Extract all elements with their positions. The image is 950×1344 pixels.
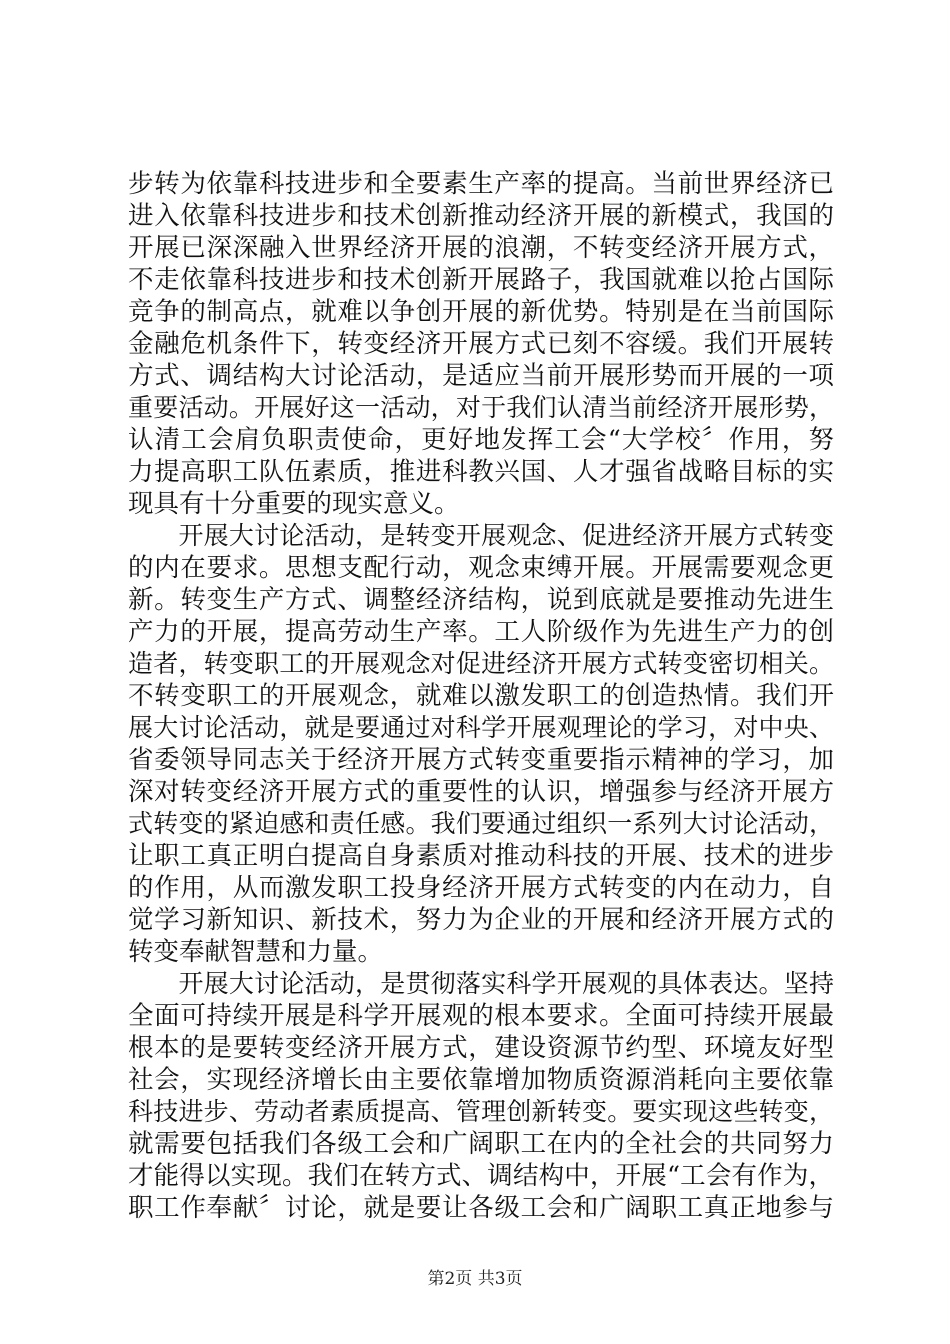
text-line: 展大讨论活动，就是要通过对科学开展观理论的学习，对中央、 [128,713,834,742]
text-line: 开展已深深融入世界经济开展的浪潮，不转变经济开展方式， [128,233,834,263]
text-line: 的作用，从而激发职工投身经济开展方式转变的内在动力，自 [128,873,834,903]
text-line: 的内在要求。思想支配行动，观念束缚开展。开展需要观念更 [128,553,834,583]
text-line: 职工作奉献〞讨论，就是要让各级工会和广阔职工真正地参与 [128,1193,834,1223]
text-line: 科技进步、劳动者素质提高、管理创新转变。要实现这些转变， [128,1097,834,1126]
text-line: 根本的是要转变经济开展方式，建设资源节约型、环境友好型 [128,1033,834,1063]
text-line: 开展大讨论活动，是转变开展观念、促进经济开展方式转变 [128,521,834,550]
text-line: 进入依靠科技进步和技术创新推动经济开展的新模式，我国的 [128,201,834,231]
text-line: 不转变职工的开展观念，就难以激发职工的创造热情。我们开 [128,681,834,711]
document-body [128,168,834,1224]
text-line: 就需要包括我们各级工会和广阔职工在内的全社会的共同努力 [128,1129,834,1159]
text-line: 造者，转变职工的开展观念对促进经济开展方式转变密切相关。 [128,649,834,678]
text-line: 竞争的制高点，就难以争创开展的新优势。特别是在当前国际 [128,297,834,327]
text-line: 全面可持续开展是科学开展观的根本要求。全面可持续开展最 [128,1001,834,1031]
text-line: 深对转变经济开展方式的重要性的认识，增强参与经济开展方 [128,777,834,807]
text-line: 步转为依靠科技进步和全要素生产率的提高。当前世界经济已 [128,169,834,199]
text-line: 社会，实现经济增长由主要依靠增加物质资源消耗向主要依靠 [128,1065,834,1095]
text-line: 金融危机条件下，转变经济开展方式已刻不容缓。我们开展转 [128,329,834,359]
text-line: 式转变的紧迫感和责任感。我们要通过组织一系列大讨论活动， [128,809,834,838]
text-line: 认清工会肩负职责使命，更好地发挥工会“大学校〞作用，努 [128,425,834,455]
text-line: 觉学习新知识、新技术，努力为企业的开展和经济开展方式的 [128,905,834,935]
text-line: 方式、调结构大讨论活动，是适应当前开展形势而开展的一项 [128,361,834,391]
text-line: 力提高职工队伍素质，推进科教兴国、人才强省战略目标的实 [128,457,834,487]
text-line: 重要活动。开展好这一活动，对于我们认清当前经济开展形势， [128,393,834,422]
text-line: 产力的开展，提高劳动生产率。工人阶级作为先进生产力的创 [128,617,834,647]
text-line: 新。转变生产方式、调整经济结构，说到底就是要推动先进生 [128,585,834,615]
page-footer: 第2页 共3页 [427,1269,523,1289]
text-line: 省委领导同志关于经济开展方式转变重要指示精神的学习，加 [128,745,834,775]
text-line: 不走依靠科技进步和技术创新开展路子，我国就难以抢占国际 [128,265,834,295]
text-line: 转变奉献智慧和力量。 [128,937,384,967]
text-line: 现具有十分重要的现实意义。 [128,489,460,519]
text-line: 开展大讨论活动，是贯彻落实科学开展观的具体表达。坚持 [128,969,834,998]
text-line: 让职工真正明白提高自身素质对推动科技的开展、技术的进步 [128,841,834,871]
text-line: 才能得以实现。我们在转方式、调结构中，开展“工会有作为， [128,1161,834,1191]
